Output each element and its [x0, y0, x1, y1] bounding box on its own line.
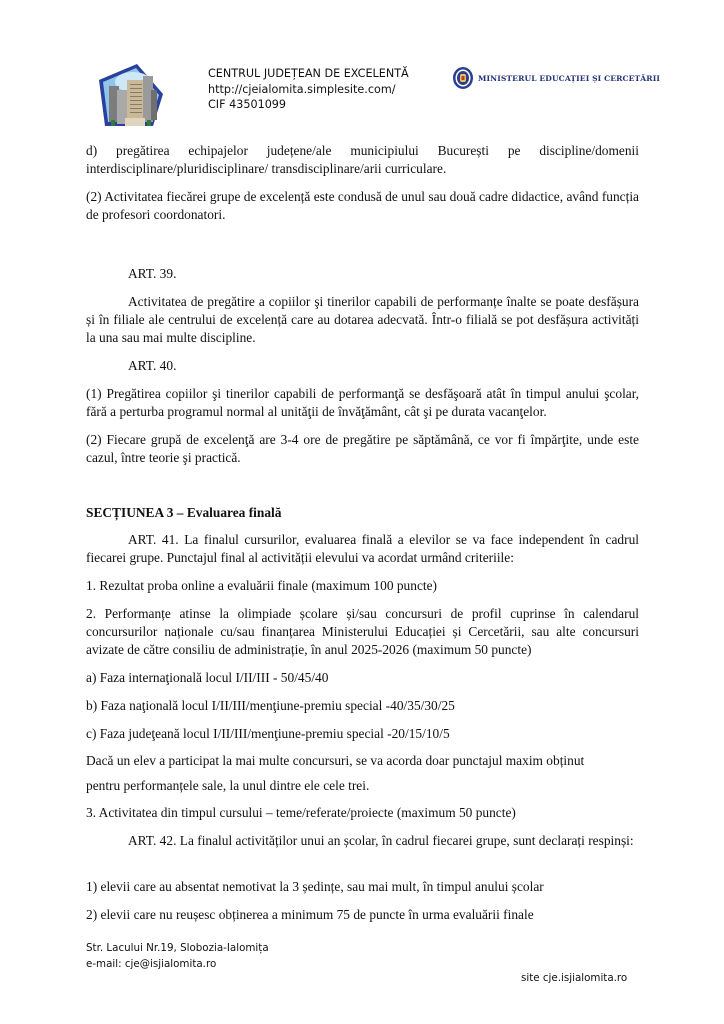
criterion-2a: a) Faza internaţională locul I/II/III - 50/45/40	[86, 670, 329, 685]
ministry-name: MINISTERUL EDUCAȚIEI ȘI CERCETĂRII	[478, 73, 661, 83]
art39-text: Activitatea de pregătire a copiilor şi tinerilor capabili de performanțe înalte se poate desfășura și în filiale ale centrului de excelență care au dotarea adecvată. Într-o filială se pot desfășura activități la una sau mai multe discipline.	[86, 294, 639, 345]
art40-paragraph-2: (2) Fiecare grupă de excelenţă are 3-4 ore de pregătire pe săptămână, ce vor fi împărţite, unde este cazul, între teorie şi practică.	[86, 432, 639, 465]
org-cif: CIF 43501099	[208, 98, 287, 111]
org-info	[208, 66, 409, 113]
art42-text: ART. 42. La finalul activităților unui an școlar, în cadrul fiecarei grupe, sunt declarați respinși:	[128, 833, 634, 848]
art41-text: ART. 41. La finalul cursurilor, evaluarea finală a elevilor se va face independent în cadrul fiecarei grupe. Punctajul final al activității elevului va acordat urmând criteriile:	[86, 532, 639, 565]
criterion-3: 3. Activitatea din timpul cursului – teme/referate/proiecte (maximum 50 puncte)	[86, 805, 516, 820]
art40-title: ART. 40.	[128, 358, 177, 373]
note-line-2: pentru performanțele sale, la unul dintre ele cele trei.	[86, 778, 370, 793]
ministry-seal-icon	[452, 66, 474, 90]
art42-item-2: 2) elevii care nu reușesc obținerea a minimum 75 de puncte în urma evaluării finale	[86, 907, 534, 922]
paragraph-2: (2) Activitatea fiecărei grupe de excelență este condusă de unul sau două cadre didactice, având funcția de profesori coordonatori.	[86, 189, 639, 222]
org-url[interactable]: http://cjeialomita.simplesite.com/	[208, 82, 396, 96]
art40-paragraph-1: (1) Pregătirea copiilor şi tinerilor capabili de performanţă se desfăşoară atât în timpul anului şcolar, fără a perturba programul normal al unităţii de învăţământ, cât şi pe durata vacanţelor.	[86, 386, 639, 419]
footer-contact	[86, 940, 269, 972]
criterion-1: 1. Rezultat proba online a evaluării finale (maximum 100 puncte)	[86, 578, 438, 593]
footer-address: Str. Lacului Nr.19, Slobozia-Ialomița	[86, 942, 269, 954]
criterion-2c: c) Faza judeţeană locul I/II/III/menţiune-premiu special -20/15/10/5	[86, 726, 450, 741]
criterion-2b: b) Faza naţională locul I/II/III/menţiune-premiu special -40/35/30/25	[86, 698, 455, 713]
paragraph-d-line1: d) pregătirea echipajelor județene/ale municipiului București pe discipline/domenii	[86, 143, 639, 158]
art42-item-1: 1) elevii care au absentat nemotivat la 3 ședințe, sau mai mult, în timpul anului școlar	[86, 879, 544, 894]
section3-title: SECȚIUNEA 3 – Evaluarea finală	[86, 505, 282, 520]
criterion-2: 2. Performanțe atinse la olimpiade școlare și/sau concursuri de profil cuprinse în calendarul concursurilor naționale cu/sau finanțarea Ministerului Educației și Cercetării, sau alte concursuri avizate de către consiliu de administrație, în anul 2025-2026 (maximum 50 puncte)	[86, 606, 639, 657]
org-name: CENTRUL JUDEȚEAN DE EXCELENTĂ	[208, 67, 409, 80]
paragraph-d-line2: interdisciplinare/pluridisciplinare/ transdisciplinare/arii curriculare.	[86, 161, 447, 176]
footer-site[interactable]: site cje.isjialomita.ro	[521, 972, 628, 984]
footer-email[interactable]: e-mail: cje@isjialomita.ro	[86, 958, 217, 970]
building-logo-icon	[95, 60, 167, 130]
art39-title: ART. 39.	[128, 266, 177, 281]
ministry-logo	[452, 66, 660, 90]
note-line-1: Dacă un elev a participat la mai multe concursuri, se va acorda doar punctajul maxim obținut	[86, 753, 585, 768]
